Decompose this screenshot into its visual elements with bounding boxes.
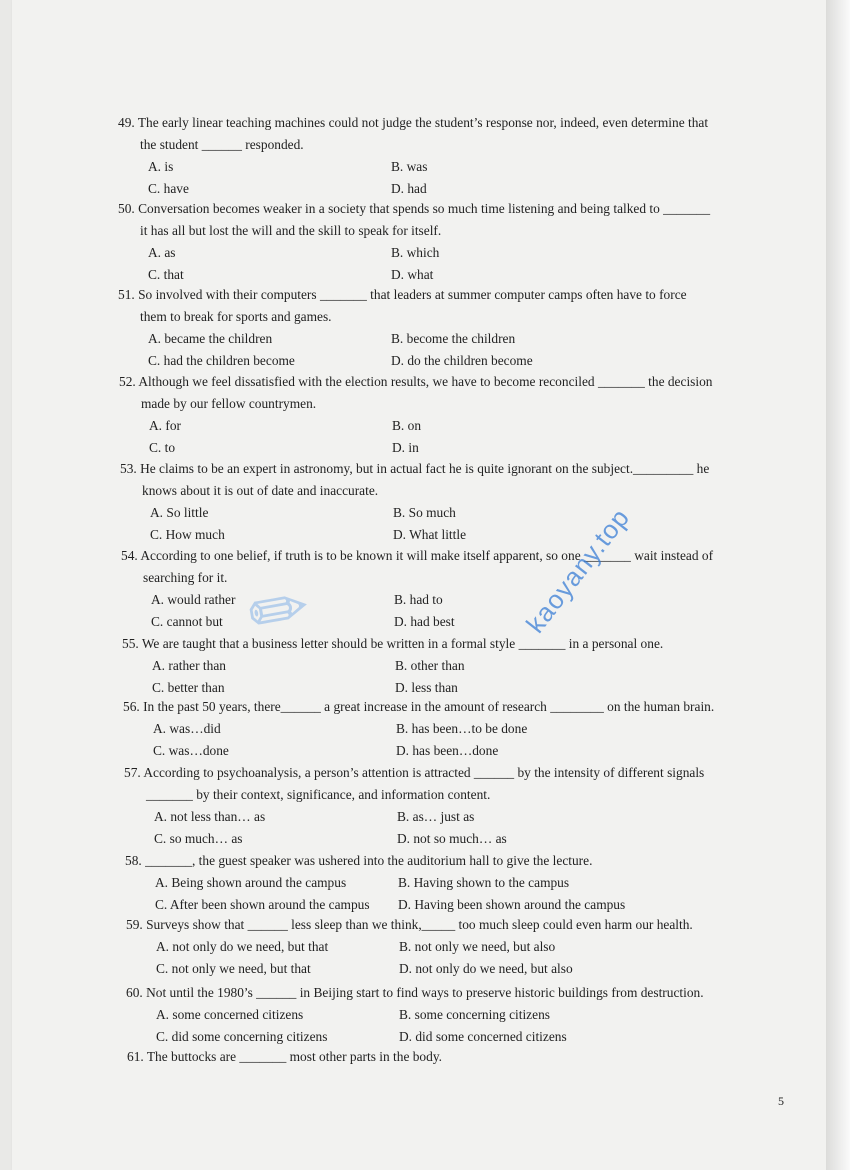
option[interactable]: B. which xyxy=(391,245,440,260)
option-row xyxy=(155,872,625,894)
option[interactable]: D. had best xyxy=(394,613,455,629)
option[interactable]: A. became the children xyxy=(148,331,273,346)
option[interactable]: D. in xyxy=(392,439,419,455)
question-stem-continued: made by our fellow countrymen. xyxy=(141,396,317,411)
option[interactable]: C. did some concerning citizens xyxy=(156,1028,328,1044)
option[interactable]: B. had to xyxy=(394,592,443,607)
question-50 xyxy=(118,198,710,285)
option-row xyxy=(156,958,693,980)
question-55 xyxy=(122,633,663,698)
options xyxy=(126,936,693,979)
option-row xyxy=(149,415,713,437)
question-stem-continued: _______ by their context, significance, and information content. xyxy=(146,787,491,802)
option[interactable]: C. was…done xyxy=(153,742,229,758)
option[interactable]: B. other than xyxy=(395,658,465,673)
option[interactable]: C. that xyxy=(148,266,184,282)
option-row xyxy=(156,1026,704,1048)
question-stem: 61. The buttocks are _______ most other parts in the body. xyxy=(127,1049,442,1064)
options xyxy=(126,1004,704,1047)
option-row xyxy=(149,437,713,459)
question-stem-continued: them to break for sports and games. xyxy=(140,309,332,324)
option-row xyxy=(155,894,625,916)
option[interactable]: C. so much… as xyxy=(154,830,243,846)
question-stem: 59. Surveys show that ______ less sleep than we think,_____ too much sleep could even harm our health. xyxy=(126,917,693,932)
options xyxy=(123,718,714,761)
option-row xyxy=(156,936,693,958)
option-row xyxy=(153,718,714,740)
option-row xyxy=(148,350,687,372)
options xyxy=(118,328,687,371)
options xyxy=(118,242,710,285)
option[interactable]: B. not only we need, but also xyxy=(399,939,556,954)
option[interactable]: D. did some concerned citizens xyxy=(399,1028,567,1044)
question-stem: 58. _______, the guest speaker was ushered into the auditorium hall to give the lecture. xyxy=(125,853,593,868)
option[interactable]: B. become the children xyxy=(391,331,516,346)
option[interactable]: B. some concerning citizens xyxy=(399,1007,550,1022)
question-stem: 52. Although we feel dissatisfied with the election results, we have to become reconciled _______ the decision xyxy=(119,374,713,389)
option[interactable]: A. as xyxy=(148,245,176,260)
question-61 xyxy=(127,1046,442,1068)
option[interactable]: C. to xyxy=(149,439,176,455)
option[interactable]: B. as… just as xyxy=(397,809,475,824)
question-stem-continued: searching for it. xyxy=(143,570,228,585)
watermark: kaoyany.top xyxy=(520,502,636,639)
options xyxy=(124,806,704,849)
option[interactable]: C. had the children become xyxy=(148,352,295,368)
question-stem: 57. According to psychoanalysis, a person’s attention is attracted ______ by the intensity of different signals xyxy=(124,765,705,780)
option[interactable]: C. How much xyxy=(150,526,225,542)
options xyxy=(119,415,713,458)
question-49 xyxy=(118,112,708,199)
question-stem-continued: knows about it is out of date and inaccurate. xyxy=(142,483,379,498)
question-56 xyxy=(123,696,714,761)
option[interactable]: D. has been…done xyxy=(396,742,499,758)
question-stem: 54. According to one belief, if truth is to be known it will make itself apparent, so one _______ wait instead of xyxy=(121,548,714,563)
option[interactable]: A. Being shown around the campus xyxy=(155,875,347,890)
option[interactable]: D. Having been shown around the campus xyxy=(398,896,626,912)
option[interactable]: D. had xyxy=(391,180,427,196)
option[interactable]: D. not so much… as xyxy=(397,830,507,846)
option-row xyxy=(152,655,663,677)
question-57 xyxy=(124,762,704,849)
question-60 xyxy=(126,982,704,1047)
option[interactable]: B. So much xyxy=(393,505,456,520)
option[interactable]: C. not only we need, but that xyxy=(156,960,311,976)
options xyxy=(122,655,663,698)
option[interactable]: C. better than xyxy=(152,679,225,695)
question-stem: 50. Conversation becomes weaker in a society that spends so much time listening and being talked to _______ xyxy=(118,201,711,216)
option[interactable]: A. rather than xyxy=(152,658,226,673)
option[interactable]: D. less than xyxy=(395,679,458,695)
page-number: 5 xyxy=(778,1094,784,1108)
question-stem: 53. He claims to be an expert in astronomy, but in actual fact he is quite ignorant on the subject._________ he xyxy=(120,461,710,476)
option[interactable]: D. not only do we need, but also xyxy=(399,960,573,976)
question-stem-continued: the student ______ responded. xyxy=(140,137,304,152)
question-stem: 51. So involved with their computers _______ that leaders at summer computer camps often have to force xyxy=(118,287,687,302)
question-54 xyxy=(121,545,713,632)
option[interactable]: D. What little xyxy=(393,526,467,542)
option[interactable]: C. have xyxy=(148,180,189,196)
question-stem: 55. We are taught that a business letter should be written in a formal style _______ in a personal one. xyxy=(122,636,664,651)
options xyxy=(125,872,625,915)
option-row xyxy=(156,1004,704,1026)
option[interactable]: D. what xyxy=(391,266,434,282)
option[interactable]: A. not less than… as xyxy=(154,809,266,824)
page-edge xyxy=(826,0,850,1170)
question-stem: 56. In the past 50 years, there______ a great increase in the amount of research ________ on the human brain. xyxy=(123,699,715,714)
option[interactable]: D. do the children become xyxy=(391,352,533,368)
option-row xyxy=(148,242,710,264)
option-row xyxy=(154,806,704,828)
option[interactable]: A. is xyxy=(148,159,174,174)
option[interactable]: B. was xyxy=(391,159,428,174)
question-58 xyxy=(125,850,625,915)
option[interactable]: B. has been…to be done xyxy=(396,721,528,736)
question-52 xyxy=(119,371,713,458)
question-51 xyxy=(118,284,687,371)
option[interactable]: B. on xyxy=(392,418,422,433)
option-row xyxy=(148,156,708,178)
option[interactable]: A. some concerned citizens xyxy=(156,1007,304,1022)
options xyxy=(121,589,713,632)
question-stem-continued: it has all but lost the will and the skill to speak for itself. xyxy=(140,223,442,238)
option[interactable]: C. cannot but xyxy=(151,613,223,629)
question-stem: 49. The early linear teaching machines could not judge the student’s response nor, indeed, even determine that xyxy=(118,115,709,130)
watermark-glyph: ✎ xyxy=(228,563,330,659)
option[interactable]: A. not only do we need, but that xyxy=(156,939,329,954)
option[interactable]: A. was…did xyxy=(153,721,221,736)
option[interactable]: A. for xyxy=(149,418,181,433)
options xyxy=(118,156,708,199)
option-row xyxy=(153,740,714,762)
option[interactable]: A. would rather xyxy=(151,592,236,607)
question-59 xyxy=(126,914,693,979)
option-row xyxy=(148,264,710,286)
option-row xyxy=(148,328,687,350)
option[interactable]: C. After been shown around the campus xyxy=(155,896,370,912)
option-row xyxy=(154,828,704,850)
question-stem: 60. Not until the 1980’s ______ in Beijing start to find ways to preserve historic buildings from destruction. xyxy=(126,985,704,1000)
option-row xyxy=(148,178,708,200)
option[interactable]: A. So little xyxy=(150,505,209,520)
option[interactable]: B. Having shown to the campus xyxy=(398,875,570,890)
